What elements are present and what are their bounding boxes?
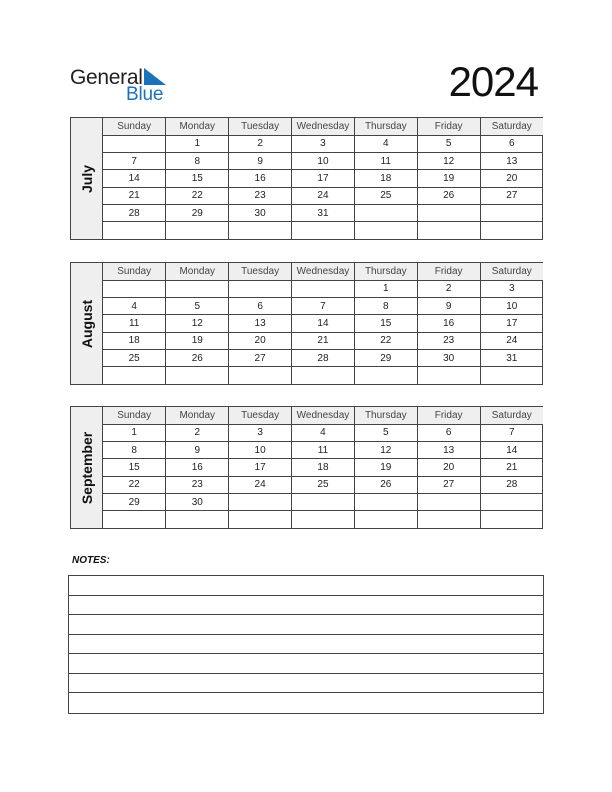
day-cell: 14 — [103, 170, 166, 187]
day-cell: 16 — [417, 315, 480, 332]
day-cell: 29 — [166, 204, 229, 221]
day-cell: 18 — [103, 332, 166, 349]
month-label-panel — [71, 263, 103, 384]
day-cell: 9 — [229, 153, 292, 170]
day-cell: 12 — [417, 153, 480, 170]
month-grid — [103, 407, 543, 528]
day-cell — [480, 204, 543, 221]
weekday-header: Wednesday — [292, 118, 355, 135]
day-cell: 23 — [417, 332, 480, 349]
day-cell: 8 — [166, 153, 229, 170]
day-cell: 9 — [166, 442, 229, 459]
month-name: July — [78, 164, 95, 193]
day-cell: 22 — [354, 332, 417, 349]
weekday-header: Monday — [166, 263, 229, 280]
day-cell: 21 — [480, 459, 543, 476]
day-cell — [166, 511, 229, 528]
weekday-header: Tuesday — [229, 263, 292, 280]
day-cell — [229, 280, 292, 297]
day-cell: 24 — [292, 187, 355, 204]
day-cell — [229, 367, 292, 384]
day-cell: 18 — [354, 170, 417, 187]
day-cell: 1 — [354, 280, 417, 297]
day-cell: 26 — [417, 187, 480, 204]
day-cell: 24 — [480, 332, 543, 349]
week-row — [103, 280, 543, 297]
day-cell — [229, 493, 292, 510]
day-cell: 31 — [292, 204, 355, 221]
day-cell: 30 — [229, 204, 292, 221]
day-cell: 4 — [354, 135, 417, 152]
day-cell: 25 — [103, 349, 166, 366]
day-cell: 31 — [480, 349, 543, 366]
day-cell: 25 — [292, 476, 355, 493]
day-cell — [480, 222, 543, 239]
day-cell: 17 — [292, 170, 355, 187]
day-cell — [354, 367, 417, 384]
month-label-panel — [71, 407, 103, 528]
day-cell: 19 — [166, 332, 229, 349]
day-cell: 17 — [229, 459, 292, 476]
week-row — [103, 459, 543, 476]
day-cell — [103, 367, 166, 384]
month-calendar-september — [70, 406, 543, 529]
day-cell: 13 — [417, 442, 480, 459]
day-cell: 7 — [103, 153, 166, 170]
day-cell: 3 — [292, 135, 355, 152]
day-cell: 5 — [417, 135, 480, 152]
day-cell — [229, 222, 292, 239]
day-cell: 30 — [166, 493, 229, 510]
week-row — [103, 493, 543, 510]
month-calendar-july — [70, 117, 543, 240]
notes-line[interactable] — [69, 635, 543, 655]
day-cell: 5 — [354, 424, 417, 441]
brand-logo — [70, 66, 180, 106]
week-row — [103, 349, 543, 366]
day-cell: 13 — [229, 315, 292, 332]
calendar-year: 2024 — [448, 58, 538, 105]
day-cell: 4 — [292, 424, 355, 441]
day-cell: 18 — [292, 459, 355, 476]
week-row — [103, 511, 543, 528]
day-cell: 7 — [292, 298, 355, 315]
notes-line[interactable] — [69, 654, 543, 674]
day-cell: 2 — [417, 280, 480, 297]
week-row — [103, 315, 543, 332]
day-cell: 2 — [229, 135, 292, 152]
month-grid — [103, 263, 543, 384]
day-cell — [354, 511, 417, 528]
notes-line[interactable] — [69, 615, 543, 635]
weekday-header: Thursday — [354, 118, 417, 135]
day-cell — [480, 493, 543, 510]
day-cell: 4 — [103, 298, 166, 315]
week-row — [103, 332, 543, 349]
notes-line[interactable] — [69, 576, 543, 596]
day-cell: 10 — [292, 153, 355, 170]
weekday-header: Monday — [166, 118, 229, 135]
weekday-header: Thursday — [354, 407, 417, 424]
day-cell: 8 — [354, 298, 417, 315]
logo-triangle-icon — [144, 68, 166, 85]
day-cell — [417, 222, 480, 239]
weekday-header: Wednesday — [292, 407, 355, 424]
month-grid — [103, 118, 543, 239]
weekday-header: Sunday — [103, 118, 166, 135]
day-cell: 17 — [480, 315, 543, 332]
day-cell — [166, 367, 229, 384]
day-cell — [292, 222, 355, 239]
day-cell — [103, 222, 166, 239]
day-cell — [417, 367, 480, 384]
weekday-header: Monday — [166, 407, 229, 424]
day-cell — [292, 493, 355, 510]
month-calendar-august — [70, 262, 543, 385]
day-cell: 27 — [229, 349, 292, 366]
month-label-panel — [71, 118, 103, 239]
day-cell: 24 — [229, 476, 292, 493]
day-cell: 5 — [166, 298, 229, 315]
day-cell: 1 — [166, 135, 229, 152]
day-cell: 2 — [166, 424, 229, 441]
day-cell: 20 — [417, 459, 480, 476]
week-row — [103, 153, 543, 170]
weekday-header: Friday — [417, 118, 480, 135]
day-cell — [417, 493, 480, 510]
month-name: August — [78, 299, 95, 348]
day-cell: 25 — [354, 187, 417, 204]
day-cell — [103, 511, 166, 528]
weekday-header: Saturday — [480, 263, 543, 280]
week-row — [103, 424, 543, 441]
day-cell — [480, 367, 543, 384]
weekday-header-row — [103, 118, 543, 135]
week-row — [103, 204, 543, 221]
day-cell: 11 — [103, 315, 166, 332]
day-cell: 10 — [480, 298, 543, 315]
day-cell — [292, 280, 355, 297]
week-row — [103, 367, 543, 384]
weekday-header: Tuesday — [229, 407, 292, 424]
day-cell: 8 — [103, 442, 166, 459]
day-cell: 3 — [229, 424, 292, 441]
day-cell: 16 — [229, 170, 292, 187]
week-row — [103, 135, 543, 152]
day-cell: 29 — [354, 349, 417, 366]
day-cell — [292, 511, 355, 528]
day-cell: 19 — [354, 459, 417, 476]
day-cell: 21 — [292, 332, 355, 349]
day-cell — [292, 367, 355, 384]
weekday-header: Sunday — [103, 407, 166, 424]
day-cell: 12 — [354, 442, 417, 459]
day-cell: 14 — [480, 442, 543, 459]
brand-name-general: General — [70, 66, 143, 89]
day-cell — [417, 204, 480, 221]
day-cell: 11 — [354, 153, 417, 170]
day-cell: 23 — [166, 476, 229, 493]
day-cell — [103, 135, 166, 152]
weekday-header: Saturday — [480, 407, 543, 424]
day-cell: 21 — [103, 187, 166, 204]
day-cell — [417, 511, 480, 528]
day-cell: 6 — [480, 135, 543, 152]
notes-line[interactable] — [69, 596, 543, 616]
day-cell: 6 — [229, 298, 292, 315]
day-cell — [166, 280, 229, 297]
day-cell: 15 — [354, 315, 417, 332]
day-cell: 28 — [480, 476, 543, 493]
month-name: September — [78, 431, 95, 504]
day-cell: 26 — [354, 476, 417, 493]
brand-name-blue: Blue — [126, 84, 164, 105]
day-cell: 29 — [103, 493, 166, 510]
day-cell: 9 — [417, 298, 480, 315]
day-cell — [166, 222, 229, 239]
day-cell: 13 — [480, 153, 543, 170]
day-cell: 15 — [103, 459, 166, 476]
day-cell: 22 — [103, 476, 166, 493]
day-cell: 28 — [292, 349, 355, 366]
week-row — [103, 187, 543, 204]
notes-line[interactable] — [69, 693, 543, 713]
day-cell: 20 — [480, 170, 543, 187]
week-row — [103, 298, 543, 315]
week-row — [103, 442, 543, 459]
day-cell: 27 — [417, 476, 480, 493]
day-cell: 15 — [166, 170, 229, 187]
day-cell: 20 — [229, 332, 292, 349]
weekday-header: Friday — [417, 407, 480, 424]
day-cell: 23 — [229, 187, 292, 204]
day-cell: 26 — [166, 349, 229, 366]
day-cell — [354, 493, 417, 510]
day-cell — [229, 511, 292, 528]
day-cell: 14 — [292, 315, 355, 332]
weekday-header: Sunday — [103, 263, 166, 280]
weekday-header: Tuesday — [229, 118, 292, 135]
week-row — [103, 170, 543, 187]
weekday-header: Wednesday — [292, 263, 355, 280]
day-cell — [103, 280, 166, 297]
day-cell — [480, 511, 543, 528]
day-cell: 3 — [480, 280, 543, 297]
notes-box — [68, 575, 544, 714]
weekday-header: Saturday — [480, 118, 543, 135]
notes-title: NOTES: — [72, 555, 110, 566]
weekday-header: Thursday — [354, 263, 417, 280]
day-cell: 27 — [480, 187, 543, 204]
day-cell — [354, 222, 417, 239]
week-row — [103, 222, 543, 239]
day-cell: 12 — [166, 315, 229, 332]
day-cell — [354, 204, 417, 221]
day-cell: 7 — [480, 424, 543, 441]
weekday-header-row — [103, 263, 543, 280]
day-cell: 19 — [417, 170, 480, 187]
day-cell: 22 — [166, 187, 229, 204]
notes-line[interactable] — [69, 674, 543, 694]
weekday-header-row — [103, 407, 543, 424]
day-cell: 1 — [103, 424, 166, 441]
day-cell: 11 — [292, 442, 355, 459]
day-cell: 16 — [166, 459, 229, 476]
weekday-header: Friday — [417, 263, 480, 280]
day-cell: 6 — [417, 424, 480, 441]
day-cell: 28 — [103, 204, 166, 221]
day-cell: 30 — [417, 349, 480, 366]
week-row — [103, 476, 543, 493]
day-cell: 10 — [229, 442, 292, 459]
